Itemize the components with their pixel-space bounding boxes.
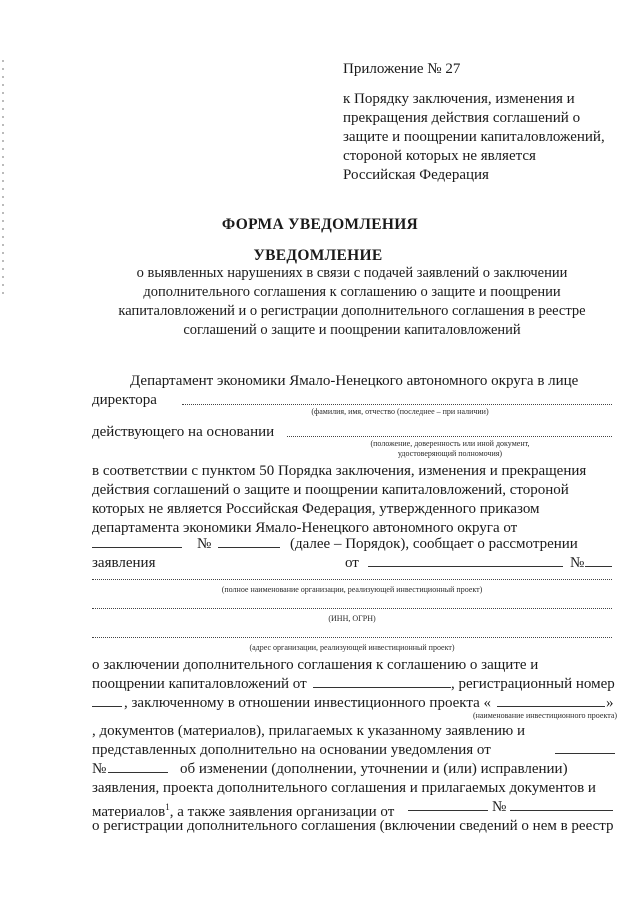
registration-number-label: , регистрационный номер xyxy=(451,676,615,692)
form-title: ФОРМА УВЕДОМЛЕНИЯ xyxy=(221,216,419,233)
hint-basis-1: (положение, доверенность или иной документ, xyxy=(370,439,530,448)
subtitle-line: дополнительного соглашения к соглашению о защите и поощрении xyxy=(143,284,561,300)
hint-inn: (ИНН, ОГРН) xyxy=(328,614,376,623)
director-label: директора xyxy=(92,392,157,408)
org-name-field[interactable] xyxy=(92,579,612,580)
appendix-line: защите и поощрении капиталовложений, xyxy=(343,129,605,145)
change-text: об изменении (дополнении, уточнении и (или) исправлении) xyxy=(180,761,568,777)
intro-line xyxy=(130,372,617,391)
after-order-text: (далее – Порядок), сообщает о рассмотрении xyxy=(290,536,578,552)
documents-line: представленных дополнительно на основании уведомления от xyxy=(92,742,491,758)
subtitle-line: капиталовложений и о регистрации дополнительного соглашения в реестре xyxy=(118,303,586,319)
director-fio-field[interactable] xyxy=(182,404,612,405)
application-from-label: от xyxy=(345,555,359,571)
org-application-text: , а также заявления организации от xyxy=(169,804,395,820)
application-number-field[interactable] xyxy=(585,566,612,567)
notice-date-field[interactable] xyxy=(555,753,615,754)
materials-text: материалов xyxy=(92,804,166,820)
order-number-sign: № xyxy=(197,536,212,552)
appendix-number: Приложение № 27 xyxy=(343,61,461,77)
order-line: которых не является Российская Федерация, утвержденного приказом xyxy=(92,501,540,517)
order-line: в соответствии с пунктом 50 Порядка заключения, изменения и прекращения xyxy=(92,463,587,479)
agreement-from-label: поощрении капиталовложений от xyxy=(92,676,307,692)
project-close-quote: » xyxy=(606,695,614,711)
hint-project: (наименование инвестиционного проекта) xyxy=(472,711,618,720)
appendix-line: Российская Федерация xyxy=(343,167,489,183)
application-label: заявления xyxy=(92,555,156,571)
documents-line-4: заявления, проекта дополнительного соглашения и прилагаемых документов и xyxy=(92,780,596,796)
org-application-number-sign: № xyxy=(492,799,507,815)
order-line: действия соглашений о защите и поощрении капиталовложений, стороной xyxy=(92,482,569,498)
org-address-field[interactable] xyxy=(92,637,612,638)
notice-number-field[interactable] xyxy=(108,772,168,773)
org-application-number-field[interactable] xyxy=(510,810,613,811)
project-name-field[interactable] xyxy=(497,706,605,707)
hint-basis-2: удостоверяющий полномочия) xyxy=(397,449,503,458)
appendix-reference xyxy=(343,90,623,185)
notice-number-sign: № xyxy=(92,761,107,777)
footnote-mark[interactable]: 1 xyxy=(165,802,170,812)
org-application-date-field[interactable] xyxy=(408,810,488,811)
registration-number-field[interactable] xyxy=(92,706,122,707)
application-date-field[interactable] xyxy=(368,566,563,567)
appendix-line: к Порядку заключения, изменения и xyxy=(343,91,575,107)
project-label: , заключенному в отношении инвестиционного проекта « xyxy=(124,695,492,711)
inn-ogrn-field[interactable] xyxy=(92,608,612,609)
intro-text-content: Департамент экономики Ямало-Ненецкого автономного округа в лице xyxy=(130,373,579,389)
appendix-line: прекращения действия соглашений о xyxy=(343,110,581,126)
acting-label: действующего на основании xyxy=(92,424,275,440)
basis-field[interactable] xyxy=(287,436,612,437)
hint-address: (адрес организации, реализующей инвестиционный проект) xyxy=(249,643,455,652)
documents-line: , документов (материалов), прилагаемых к указанному заявлению и xyxy=(92,723,526,739)
order-number-field[interactable] xyxy=(218,547,280,548)
document-title: УВЕДОМЛЕНИЕ xyxy=(253,247,383,264)
subtitle-line: соглашений о защите и поощрении капиталовложений xyxy=(183,322,521,338)
order-date-field[interactable] xyxy=(92,547,182,548)
order-line: департамента экономики Ямало-Ненецкого автономного округа от xyxy=(92,520,518,536)
agreement-line-1: о заключении дополнительного соглашения к соглашению о защите и xyxy=(92,657,539,673)
application-number-sign: № xyxy=(570,555,585,571)
hint-fio: (фамилия, имя, отчество (последнее – при наличии) xyxy=(311,407,489,416)
agreement-date-field[interactable] xyxy=(313,687,451,688)
document-subtitle xyxy=(92,264,612,340)
intro-text xyxy=(130,372,617,391)
documents-paragraph xyxy=(92,722,617,760)
hint-org-name: (полное наименование организации, реализующей инвестиционный проект) xyxy=(221,585,483,594)
order-paragraph xyxy=(92,462,617,538)
registration-line: о регистрации дополнительного соглашения (включении сведений о нем в реестр xyxy=(92,818,614,834)
subtitle-line: о выявленных нарушениях в связи с подачей заявлений о заключении xyxy=(136,265,568,281)
appendix-line: стороной которых не является xyxy=(343,148,536,164)
